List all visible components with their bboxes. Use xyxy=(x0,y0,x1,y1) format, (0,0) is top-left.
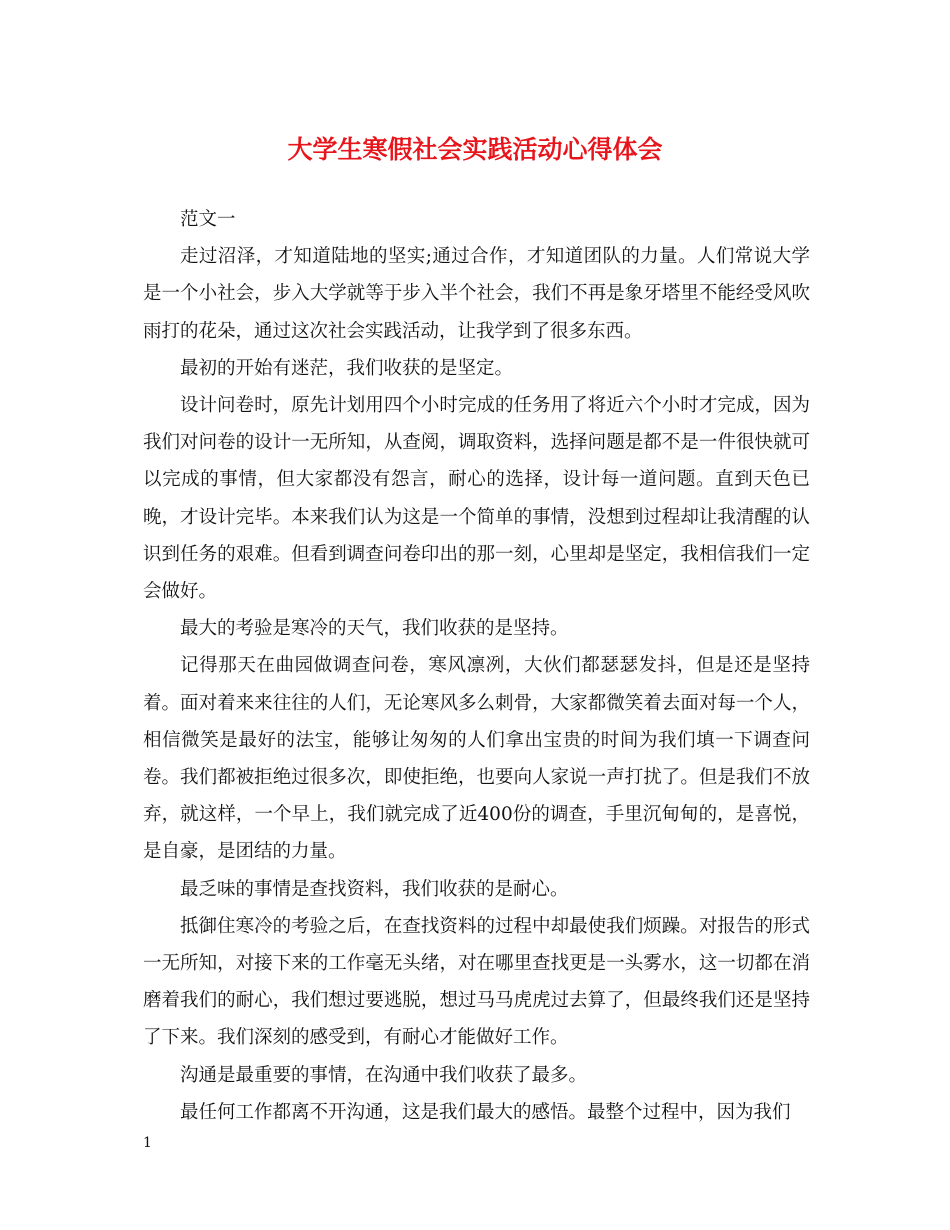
paragraph: 设计问卷时，原先计划用四个小时完成的任务用了将近六个小时才完成，因为我们对问卷的设计一无所知，从查阅，调取资料，选择问题是都不是一件很快就可以完成的事情，但大家都没有怨言，耐心的选择，设计每一道问题。直到天色已晚，才设计完毕。本来我们认为这是一个简单的事情，没想到过程却让我清醒的认识到任务的艰难。但看到调查问卷印出的那一刻，心里却是坚定，我相信我们一定会做好。 xyxy=(143,395,810,603)
document-body xyxy=(143,201,810,1131)
paragraph: 最乏味的事情是查找资料，我们收获的是耐心。 xyxy=(180,878,569,900)
paragraph: 最任何工作都离不开沟通，这是我们最大的感悟。最整个过程中，因为我们 xyxy=(180,1101,791,1123)
paragraph: 走过沼泽，才知道陆地的坚实;通过合作，才知道团队的力量。人们常说大学是一个小社会，步入大学就等于步入半个社会，我们不再是象牙塔里不能经受风吹雨打的花朵，通过这次社会实践活动，让我学到了很多东西。 xyxy=(143,246,810,342)
paragraph: 沟通是最重要的事情，在沟通中我们收获了最多。 xyxy=(180,1064,588,1086)
paragraph: 抵御住寒冷的考验之后，在查找资料的过程中却最使我们烦躁。对报告的形式一无所知，对接下来的工作毫无头绪，对在哪里查找更是一头雾水，这一切都在消磨着我们的耐心，我们想过要逃脱，想过马马虎虎过去算了，但最终我们还是坚持了下来。我们深刻的感受到，有耐心才能做好工作。 xyxy=(143,915,810,1049)
paragraph-heading-sample-one: 范文一 xyxy=(180,209,236,230)
page-number: 1 xyxy=(143,1135,152,1151)
paragraph: 最大的考验是寒冷的天气，我们收获的是坚持。 xyxy=(180,618,569,640)
paragraph: 最初的开始有迷茫，我们收获的是坚定。 xyxy=(180,357,514,379)
document-title: 大学生寒假社会实践活动心得体会 xyxy=(287,135,663,164)
paragraph: 记得那天在曲园做调查问卷，寒风凛冽，大伙们都瑟瑟发抖，但是还是坚持着。面对着来来往往的人们，无论寒风多么刺骨，大家都微笑着去面对每一个人，相信微笑是最好的法宝，能够让匆匆的人们拿出宝贵的时间为我们填一下调查问卷。我们都被拒绝过很多次，即使拒绝，也要向人家说一声打扰了。但是我们不放弃，就这样，一个早上，我们就完成了近400份的调查，手里沉甸甸的，是喜悦，是自豪，是团结的力量。 xyxy=(143,655,810,863)
